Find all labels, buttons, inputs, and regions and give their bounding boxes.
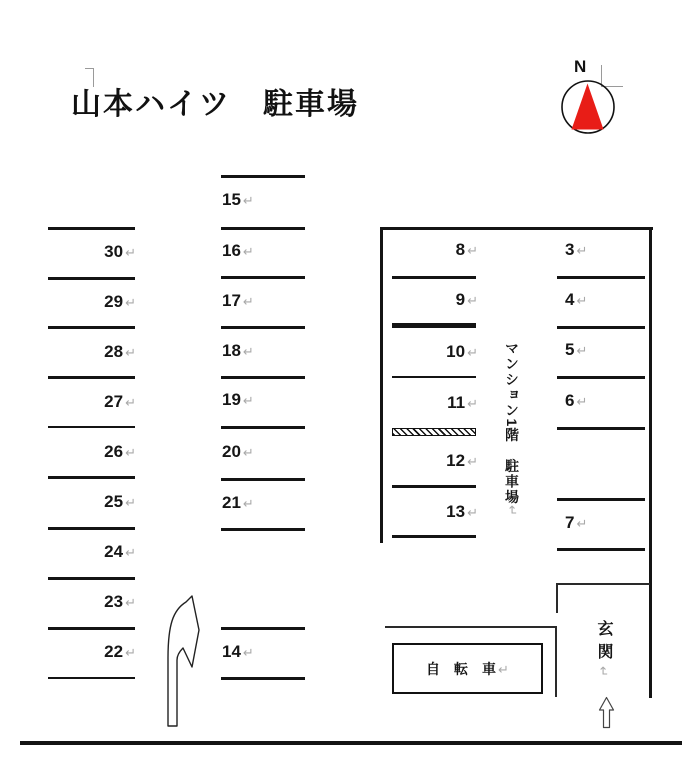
bicycle-area-top-line	[385, 626, 557, 628]
parking-space-divider	[48, 476, 135, 479]
parking-space-divider	[48, 277, 135, 280]
building-floor-label: マンション1階 駐車場↵	[504, 341, 520, 518]
return-mark: ↵	[467, 505, 478, 520]
building-outline-left	[380, 227, 383, 543]
return-mark: ↵	[125, 595, 136, 610]
parking-space-divider	[48, 527, 135, 530]
return-mark: ↵	[242, 294, 254, 309]
parking-space-number: 8 ↵	[455, 240, 478, 259]
compass-north-label: N	[574, 57, 587, 76]
return-mark: ↵	[125, 295, 136, 310]
entrance-arrow-icon	[598, 696, 615, 729]
return-mark: ↵	[576, 343, 588, 358]
return-mark: ↵	[498, 661, 509, 677]
parking-space-divider	[221, 478, 305, 481]
return-mark: ↵	[467, 243, 478, 258]
return-mark: ↵	[596, 666, 611, 684]
return-mark: ↵	[125, 245, 136, 260]
parking-space-divider	[48, 577, 135, 580]
return-mark: ↵	[505, 505, 520, 518]
return-mark: ↵	[125, 445, 136, 460]
bicycle-area-box	[392, 643, 543, 694]
parking-space-divider	[557, 376, 645, 379]
return-mark: ↵	[125, 345, 136, 360]
parking-space-divider	[221, 376, 305, 379]
return-mark: ↵	[242, 496, 254, 511]
parking-space-divider	[557, 548, 645, 551]
bicycle-area-label: 自 転 車 ↵	[426, 660, 509, 677]
parking-space-divider	[557, 326, 645, 329]
parking-space-divider	[48, 227, 135, 230]
parking-space-divider	[392, 276, 476, 279]
return-mark: ↵	[242, 244, 254, 259]
parking-space-divider	[221, 528, 305, 531]
compass	[558, 78, 618, 136]
parking-space-number: 12 ↵	[446, 451, 478, 470]
parking-space-divider	[392, 485, 476, 488]
entrance-area-left-line	[556, 583, 558, 613]
parking-space-divider	[557, 427, 645, 430]
parking-space-number: 15 ↵	[222, 190, 254, 209]
parking-space-number: 14 ↵	[222, 642, 254, 661]
parking-space-divider	[221, 426, 305, 429]
parking-space-divider	[557, 276, 645, 279]
parking-space-number: 19 ↵	[222, 390, 254, 409]
parking-space-number: 13 ↵	[446, 502, 478, 521]
parking-space-number: 26 ↵	[104, 442, 136, 461]
parking-space-number: 24 ↵	[104, 542, 136, 561]
parking-space-number: 30 ↵	[104, 242, 136, 261]
parking-space-divider	[221, 326, 305, 329]
return-mark: ↵	[242, 393, 254, 408]
parking-space-divider-thick	[392, 323, 476, 328]
bicycle-area-right-line	[555, 626, 557, 697]
driveway-arrow-icon	[160, 592, 205, 732]
return-mark: ↵	[576, 394, 588, 409]
parking-space-divider	[48, 677, 135, 679]
canvas-corner-mark	[93, 68, 94, 87]
parking-space-number: 18 ↵	[222, 341, 254, 360]
return-mark: ↵	[467, 454, 478, 469]
entrance-label: 玄関↵	[595, 620, 612, 684]
return-mark: ↵	[125, 645, 136, 660]
parking-space-divider	[392, 376, 476, 378]
parking-space-number: 22 ↵	[104, 642, 136, 661]
parking-space-number: 11 ↵	[447, 393, 478, 412]
page-title: 山本ハイツ 駐車場	[71, 88, 359, 121]
parking-space-number: 10 ↵	[446, 342, 478, 361]
parking-space-divider	[221, 627, 305, 630]
parking-space-number: 28 ↵	[104, 342, 136, 361]
return-mark: ↵	[467, 293, 478, 308]
return-mark: ↵	[242, 645, 254, 660]
north-arrow-icon	[572, 84, 604, 130]
parking-space-divider	[48, 627, 135, 630]
parking-space-number: 27 ↵	[104, 392, 136, 411]
return-mark: ↵	[125, 395, 136, 410]
return-mark: ↵	[467, 396, 478, 411]
parking-space-number: 6 ↵	[565, 391, 588, 410]
return-mark: ↵	[242, 344, 254, 359]
return-mark: ↵	[242, 445, 254, 460]
parking-space-number: 20 ↵	[222, 442, 254, 461]
return-mark: ↵	[576, 516, 588, 531]
parking-space-divider	[48, 376, 135, 379]
entrance-area-top-line	[556, 583, 650, 585]
building-outline-right	[649, 227, 652, 698]
parking-space-divider	[221, 175, 305, 178]
parking-space-number: 16 ↵	[222, 241, 254, 260]
return-mark: ↵	[467, 345, 478, 360]
site-boundary-line	[20, 741, 682, 745]
parking-space-number: 25 ↵	[104, 492, 136, 511]
parking-space-number: 21 ↵	[222, 493, 254, 512]
parking-space-number: 9 ↵	[455, 290, 478, 309]
parking-space-divider	[221, 677, 305, 680]
parking-space-number: 17 ↵	[222, 291, 254, 310]
parking-space-number: 4 ↵	[565, 290, 588, 309]
parking-space-divider	[48, 326, 135, 329]
return-mark: ↵	[125, 545, 136, 560]
return-mark: ↵	[242, 193, 254, 208]
parking-space-number: 23 ↵	[104, 592, 136, 611]
hatched-divider	[392, 428, 476, 436]
parking-space-number: 5 ↵	[565, 340, 588, 359]
return-mark: ↵	[576, 293, 588, 308]
return-mark: ↵	[125, 495, 136, 510]
parking-space-number: 7 ↵	[565, 513, 588, 532]
parking-space-divider	[392, 535, 476, 538]
parking-space-divider	[221, 227, 305, 230]
building-outline-top	[380, 227, 653, 230]
parking-space-number: 29 ↵	[104, 292, 136, 311]
parking-space-divider	[221, 276, 305, 279]
parking-space-number: 3 ↵	[565, 240, 588, 259]
parking-space-divider	[48, 426, 135, 428]
parking-space-divider	[557, 498, 645, 501]
return-mark: ↵	[576, 243, 588, 258]
